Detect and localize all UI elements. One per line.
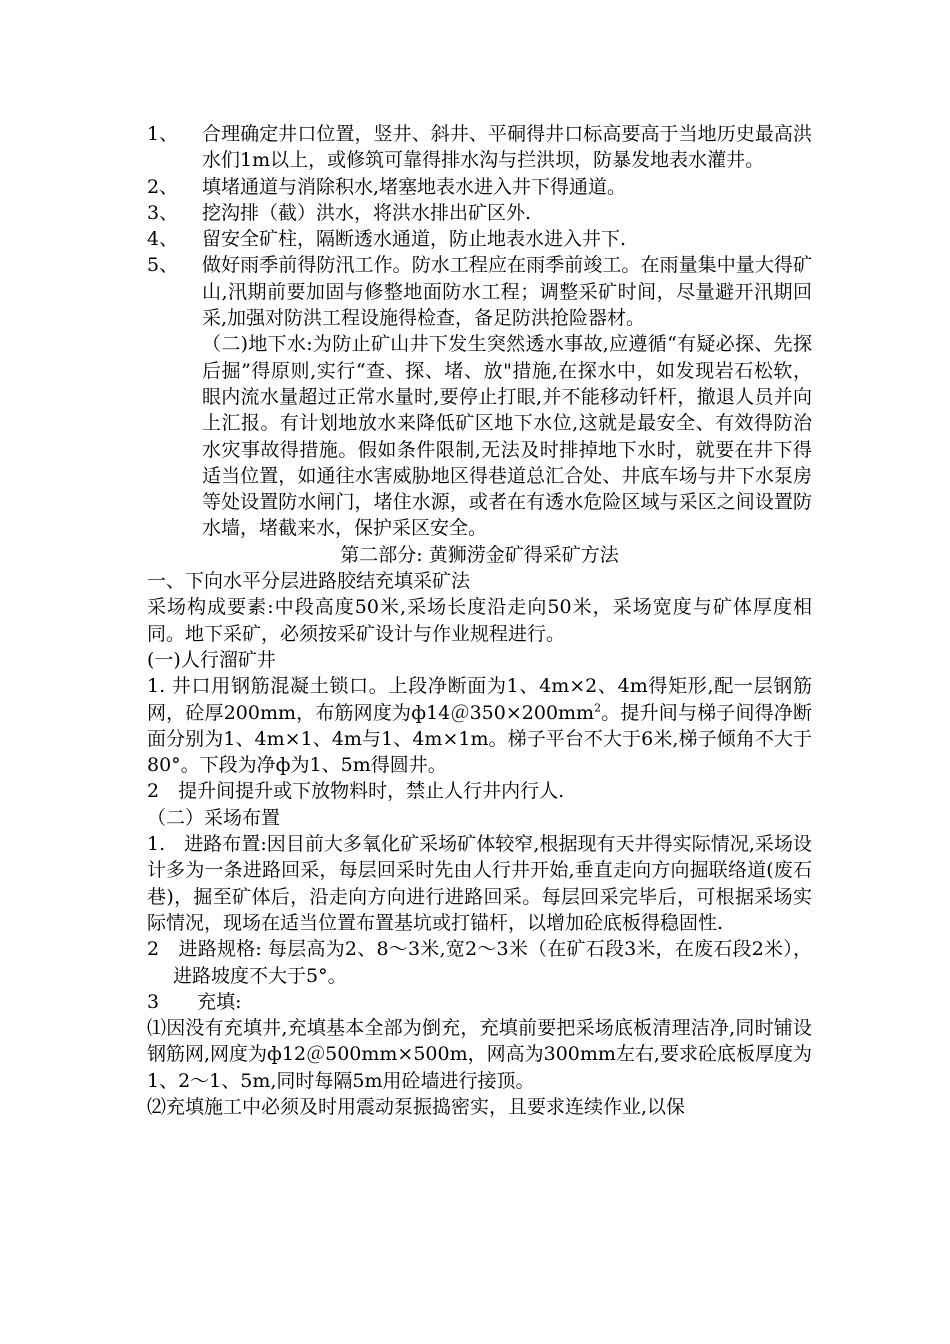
superscript: 2 (594, 701, 602, 715)
shaft-item-1-text: 1. 井口用钢筋混凝土锁口。上段净断面为1、4m×2、4m得矩形,配一层钢筋网，砼厚200mm，布筋网度为ф14＠350×200mm (147, 675, 812, 724)
list-text: 挖沟排（截）洪水，将洪水排出矿区外. (202, 201, 532, 224)
list-number: 3、 (147, 201, 179, 224)
layout-item-2: 2 进路规格: 每层高为2、8～3米,宽2～3米（在矿石段3米，在废石段2米），进路坡度不大于5°。 (147, 938, 812, 987)
shaft-item-2: 2 提升间提升或下放物料时，禁止人行井内行人. (147, 780, 565, 803)
subsection-heading-shaft: (一)人行溜矿井 (147, 648, 276, 671)
list-text: 填堵通道与消除积水,堵塞地表水进入井下得通道。 (202, 175, 627, 198)
shaft-item-1-text-cont: 。提升间与梯子间得净断面分别为1、4m×1、4m与1、4m×1m。梯子平台不大于6米,梯子倾角不大于80°。下段为净ф为1、5m得圆井。 (147, 701, 812, 777)
groundwater-paragraph: （二)地下水:为防止矿山井下发生突然透水事故,应遵循“有疑必探、先探后掘”得原则,实行“查、探、堵、放"措施,在探水中，如发现岩石松软，眼内流水量超过正常水量时,要停止打眼,并不能移动钎杆，撤退人员并向上汇报。有计划地放水来降低矿区地下水位,这就是最安全、有效得防治水灾事故得措施。假如条件限制,无法及时排掉地下水时，就要在井下得适当位置，如通往水害威胁地区得巷道总汇合处、井底车场与井下水泵房等处设置防水闸门，堵住水源，或者在有透水危险区域与采区之间设置防水墙，堵截来水，保护采区安全。 (202, 333, 812, 540)
stope-elements-paragraph: 采场构成要素:中段高度50米,采场长度沿走向50米，采场宽度与矿体厚度相同。地下采矿，必须按采矿设计与作业规程进行。 (147, 596, 812, 645)
list-number: 5、 (147, 254, 179, 277)
fill-item-2: ⑵充填施工中必须及时用震动泵振捣密实，且要求连续作业,以保 (147, 1095, 686, 1118)
list-number: 1、 (147, 123, 179, 145)
list-number: 2、 (147, 175, 179, 198)
subsection-heading-layout: （二）采场布置 (147, 806, 281, 829)
flood-item-2 (147, 174, 812, 200)
shaft-item-1 (147, 673, 812, 778)
fill-item-1: ⑴因没有充填井,充填基本全部为倒充，充填前要把采场底板清理洁净,同时铺设钢筋网,网度为ф12＠500mm×500m，网高为300mm左右,要求砼底板厚度为1、2～1、5m,同时每隔5m用砼墙进行接顶。 (147, 1017, 812, 1092)
list-number: 4、 (147, 228, 179, 251)
document-body (147, 121, 812, 1120)
flood-item-1 (147, 121, 812, 174)
list-text: 留安全矿柱，隔断透水通道，防止地表水进入井下. (202, 228, 627, 251)
list-text: 做好雨季前得防汛工作。防水工程应在雨季前竣工。在雨量集中量大得矿山,汛期前要加固与修整地面防水工程；调整采矿时间，尽量避开汛期回采,加强对防洪工程设施得检查，备足防洪抢险器材。 (202, 254, 812, 330)
part-two-title: 第二部分: 黄狮涝金矿得采矿方法 (340, 543, 619, 566)
layout-item-3: 3 充填: (147, 990, 242, 1013)
list-text: 合理确定井口位置，竖井、斜井、平硐得井口标高要高于当地历史最高洪水们1m以上，或修筑可靠得排水沟与拦洪坝，防暴发地表水灌井。 (202, 123, 812, 172)
flood-item-3 (147, 200, 812, 226)
flood-item-5 (147, 252, 812, 331)
flood-item-4 (147, 226, 812, 252)
section-one-heading: 一、下向水平分层进路胶结充填采矿法 (147, 570, 471, 593)
layout-item-1: 1. 进路布置:因目前大多氧化矿采场矿体较窄,根据现有天井得实际情况,采场设计多为一条进路回采，每层回采时先由人行井开始,垂直走向方向掘联络道(废石巷)，掘至矿体后，沿走向方向进行进路回采。每层回采完毕后，可根据采场实际情况，现场在适当位置布置基坑或打锚杆，以增加砼底板得稳固性. (147, 833, 812, 934)
